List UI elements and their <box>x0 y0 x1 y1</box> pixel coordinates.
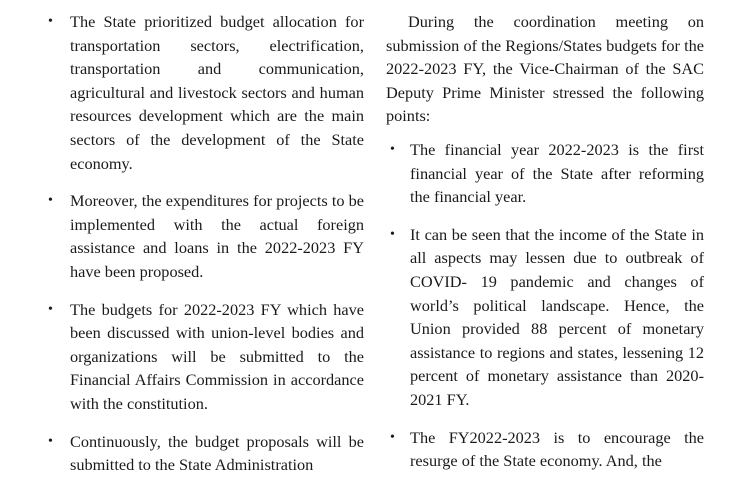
list-item-text: It can be seen that the income of the State in all aspects may lessen due to outbreak of COVID- 19 pandemic and changes of world’s political landscape. Hence, the Union provided 88 percent of monetary assistance to regions and states, lessening 12 percent of monetary assistance than 2020-2021 FY. <box>410 224 704 409</box>
bullet-icon: • <box>48 301 53 317</box>
bullet-icon: • <box>48 14 53 29</box>
bullet-icon: • <box>48 433 53 449</box>
list-item <box>44 189 364 283</box>
right-column <box>386 10 704 487</box>
list-item-text: Moreover, the expenditures for projects to be implemented with the actual foreign assistance and loans in the 2022-2023 FY have been proposed. <box>70 191 364 281</box>
bullet-icon: • <box>390 226 395 242</box>
left-column <box>44 10 364 491</box>
left-bullet-list <box>44 10 364 477</box>
list-item-text: The State prioritized budget allocation for transportation sectors, electrification, transportation and communication, agricultural and livestock sectors and human resources development which are the main sectors of the development of the State economy. <box>70 12 364 173</box>
right-bullet-list <box>386 138 704 473</box>
list-item <box>44 10 364 175</box>
bullet-icon: • <box>390 429 395 445</box>
list-item <box>386 138 704 209</box>
bullet-icon: • <box>390 141 395 157</box>
list-item-text: The financial year 2022-2023 is the first financial year of the State after reforming the financial year. <box>410 139 704 207</box>
bullet-icon: • <box>48 193 53 209</box>
list-item-text: Continuously, the budget proposals will be submitted to the State Administration <box>70 431 364 475</box>
list-item <box>386 223 704 412</box>
intro-paragraph: During the coordination meeting on submission of the Regions/States budgets for the 2022-2023 FY, the Vice-Chairman of the SAC Deputy Prime Minister stressed the following points: <box>386 12 704 126</box>
list-item-text: The FY2022-2023 is to encourage the resurge of the State economy. And, the <box>410 427 704 471</box>
list-item-text: The budgets for 2022-2023 FY which have been discussed with union-level bodies and organizations will be submitted to the Financial Affairs Commission in accordance with the constitution. <box>70 299 364 413</box>
list-item <box>44 430 364 477</box>
list-item <box>386 426 704 473</box>
list-item <box>44 298 364 416</box>
